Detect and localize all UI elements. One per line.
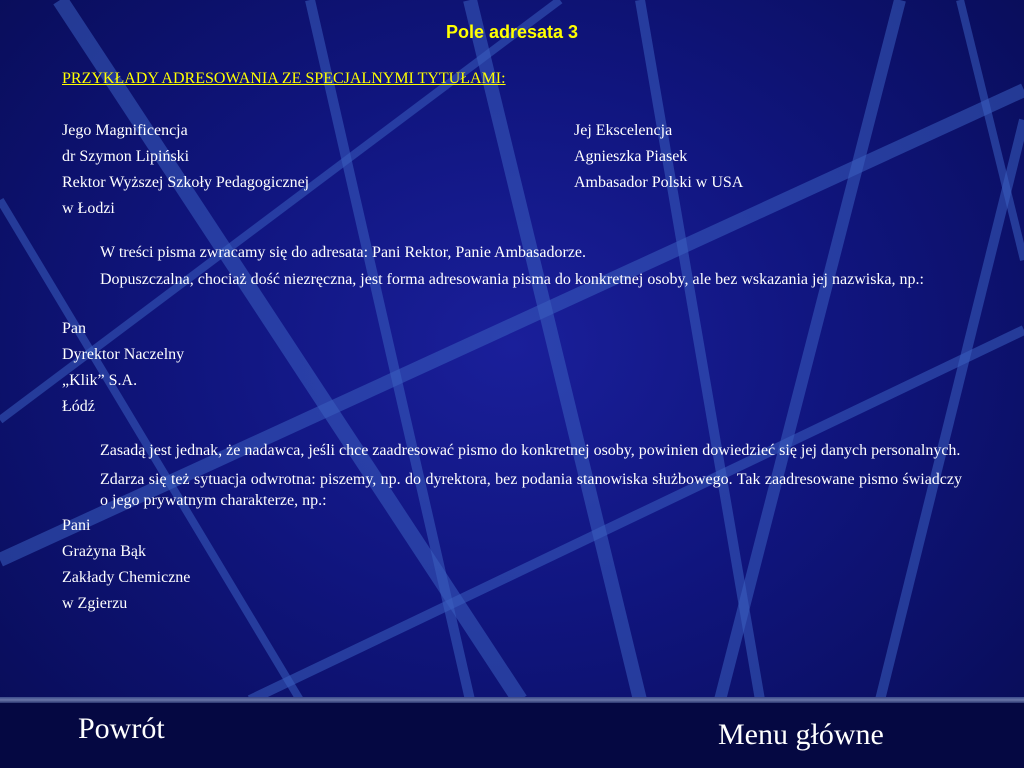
address-line: Rektor Wyższej Szkoły Pedagogicznej xyxy=(62,174,310,191)
address-line: Ambasador Polski w USA xyxy=(574,174,744,191)
address-line: Jej Ekscelencja xyxy=(574,122,673,139)
address-block-right xyxy=(574,118,743,222)
address-line: Grażyna Bąk xyxy=(62,543,146,560)
address-line: Jego Magnificencja xyxy=(62,122,188,139)
address-block xyxy=(62,513,962,617)
address-line: w Łodzi xyxy=(62,200,115,217)
address-line: Dyrektor Naczelny xyxy=(62,346,185,363)
main-menu-link[interactable]: Menu główne xyxy=(718,718,884,751)
address-line: dr Szymon Lipiński xyxy=(62,148,190,165)
address-line: w Zgierzu xyxy=(62,595,128,612)
slide-content xyxy=(62,66,962,617)
slide-title: Pole adresata 3 xyxy=(445,22,579,42)
address-line: Pani xyxy=(62,517,91,534)
address-line: Zakłady Chemiczne xyxy=(62,569,191,586)
address-line: Pan xyxy=(62,320,86,337)
paragraph: Dopuszczalna, chociaż dość niezręczna, jest forma adresowania pisma do konkretnej osoby, ale bez wskazania jej nazwiska, np.: xyxy=(100,271,924,288)
address-block xyxy=(62,316,962,420)
address-line: Łódź xyxy=(62,398,95,415)
address-examples xyxy=(62,118,962,222)
back-link[interactable]: Powrót xyxy=(78,712,165,745)
paragraph: Zdarza się też sytuacja odwrotna: piszemy, np. do dyrektora, bez podania stanowiska służbowego. Tak zaadresowane pismo świadczy o jego prywatnym charakterze, np.: xyxy=(100,471,962,509)
paragraph: W treści pisma zwracamy się do adresata: Pani Rektor, Panie Ambasadorze. xyxy=(100,244,587,261)
address-line: Agnieszka Piasek xyxy=(574,148,688,165)
address-block-left xyxy=(62,118,574,222)
paragraph: Zasadą jest jednak, że nadawca, jeśli chce zaadresować pismo do konkretnej osoby, powinien dowiedzieć się jej danych personalnych. xyxy=(100,442,961,459)
address-line: „Klik” S.A. xyxy=(62,372,138,389)
section-heading: PRZYKŁADY ADRESOWANIA ZE SPECJALNYMI TYTUŁAMI: xyxy=(62,70,506,87)
